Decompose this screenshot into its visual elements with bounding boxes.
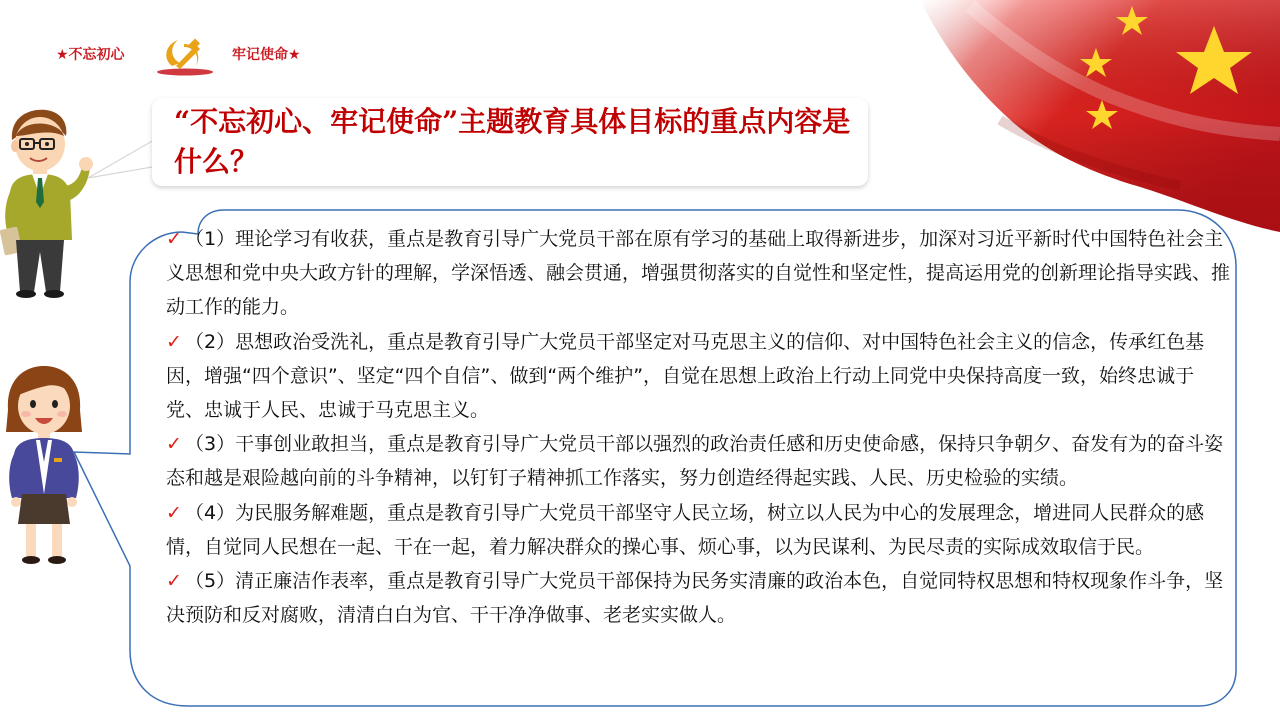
content-item-1	[166, 222, 1232, 325]
check-icon: ✓	[166, 433, 182, 456]
check-icon: ✓	[166, 228, 182, 250]
content-item-text: （2）思想政治受洗礼，重点是教育引导广大党员干部坚定对马克思主义的信仰、对中国特色社会主义的信念，传承红色基因，增强“四个意识”、坚定“四个自信”、做到“两个维护”，自觉在思想上政治上行动上同党中央保持高度一致，始终忠诚于党、忠诚于人民、忠诚于马克思主义。	[166, 330, 1205, 422]
slogan-right: 牢记使命★	[232, 47, 301, 63]
content-item-3	[166, 427, 1232, 495]
title-box	[152, 98, 868, 186]
content-item-5	[166, 564, 1232, 632]
check-icon: ✓	[166, 570, 182, 593]
content-item-text: （1）理论学习有收获，重点是教育引导广大党员干部在原有学习的基础上取得新进步，加深对习近平新时代中国特色社会主义思想和党中央大政方针的理解，学深悟透、融会贯通，增强贯彻落实的自觉性和坚定性，提高运用党的创新理论指导实践、推动工作的能力。	[166, 228, 1231, 319]
content-item-4	[166, 496, 1232, 564]
header-slogan	[56, 36, 336, 76]
content-item-text: （5）清正廉洁作表率，重点是教育引导广大党员干部保持为民务实清廉的政治本色，自觉同特权思想和特权现象作斗争，坚决预防和反对腐败，清清白白为官、干干净净做事、老老实实做人。	[166, 570, 1224, 627]
flag-decoration	[880, 0, 1280, 240]
party-emblem-icon	[156, 36, 214, 76]
check-icon: ✓	[166, 501, 182, 524]
check-icon: ✓	[166, 330, 182, 353]
content-list	[166, 222, 1232, 632]
content-item-text: （3）干事创业敢担当，重点是教育引导广大党员干部以强烈的政治责任感和历史使命感，保持只争朝夕、奋发有为的奋斗姿态和越是艰险越向前的斗争精神，以钉钉子精神抓工作落实，努力创造经得起实践、人民、历史检验的实绩。	[166, 433, 1224, 490]
content-item-2	[166, 325, 1232, 428]
page-title: “不忘初心、牢记使命”主题教育具体目标的重点内容是什么？	[174, 105, 851, 178]
flag-icon	[880, 0, 1280, 240]
slogan-left: ★不忘初心	[56, 47, 125, 63]
content-item-text: （4）为民服务解难题，重点是教育引导广大党员干部坚守人民立场，树立以人民为中心的发展理念，增进同人民群众的感情，自觉同人民想在一起、干在一起，着力解决群众的操心事、烦心事，以为民谋利、为民尽责的实际成效取信于民。	[166, 501, 1205, 558]
